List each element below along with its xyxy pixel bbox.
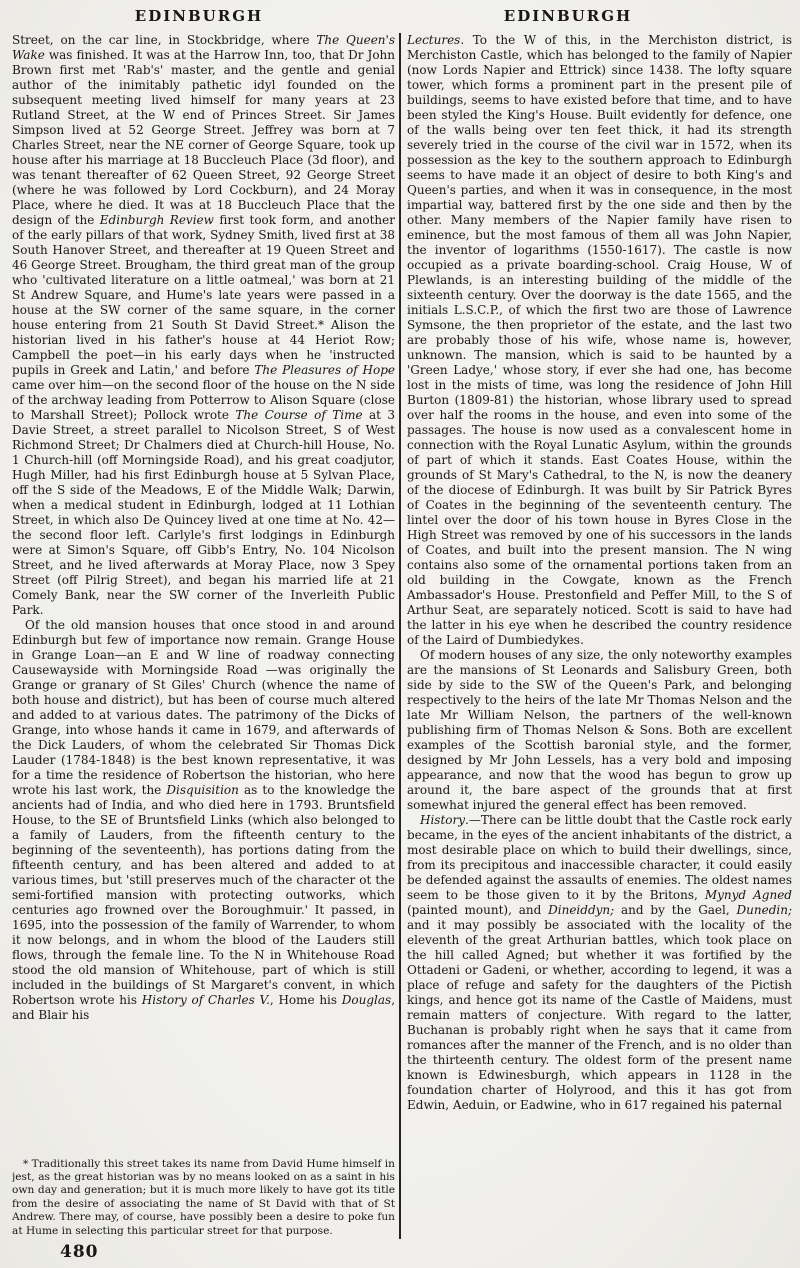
text-segment: as to the knowledge the ancients had of India, and who died here in 1793. Bruntsfield House, to the SE of Bruntsfield Links (which also belonged to a family of Lauders, from the fifteenth century to the beginning of the seventeenth), has portions dating from the fifteenth century, and has been altered and added to at various times, but 'still preserves much of the character ot the semi-fortified mansion with protecting outworks, which centuries ago frowned over the Boroughmuir.' It passed, in 1695, into the possession of the family of Warrender, to whom it now belongs, and in whom the blood of the Lauders still flows, through the female line. To the N in Whitehouse Road stood the old mansion of Whitehouse, part of which is still included in the buildings of St Margaret's convent, in which Robertson wrote his	[12, 783, 395, 1007]
page-number: 480	[60, 1242, 99, 1262]
text-segment: Mynyd Agned	[704, 888, 792, 902]
text-segment: Street, on the car line, in Stockbridge, where	[12, 33, 317, 47]
text-segment: Of modern houses of any size, the only noteworthy examples are the mansions of St Leonards and Salisbury Green, both side by side to the SW of the Queen's Park, and belonging respectively to the heirs of the late Mr Thomas Nelson and the late Mr William Nelson, the partners of the well-known publishing firm of Thomas Nelson & Sons. Both are excellent examples of the Scottish baronial style, and the former, designed by Mr John Lessels, has a very bold and imposing appearance, and now that the wood has begun to grow up around it, the bare aspect of the grounds that at first somewhat injured the general effect has been removed.	[407, 648, 792, 812]
text-segment: Dineiddyn;	[548, 903, 615, 917]
text-segment: Of the old mansion houses that once stood in and around Edinburgh but few of importance now remain. Grange House in Grange Loan—an E and W line of roadway connecting Causewayside with Morningside Road —was originally the Grange or granary of St Giles' Church (whence the name of both house and district), but has been of course much altered and added to at various dates. The patrimony of the Dicks of Grange, into whose hands it came in 1679, and afterwards of the Dick Lauders, of whom the celebrated Sir Thomas Dick Lauder (1784-1848) is the best known representative, it was for a time the residence of Robertson the historian, who here wrote his last work, the	[12, 618, 395, 797]
text-segment: Lectures	[407, 33, 461, 47]
paragraph	[12, 618, 395, 1023]
running-head-right: EDINBURGH	[503, 7, 633, 25]
text-segment: History of Charles V.	[141, 993, 270, 1007]
text-segment: .—There can be little doubt that the Castle rock early became, in the eyes of the ancient inhabitants of the district, a most desirable place on which to build their dwellings, since, from its precipitous and inaccessible character, it could easily be defended against the assaults of enemies. The oldest names seem to be those given to it by the Britons,	[407, 813, 792, 902]
left-column	[12, 33, 395, 1268]
text-segment: The Course of Time	[235, 408, 363, 422]
text-segment: came over him—on the second floor of the house on the N side of the archway leading from Potterrow to Alison Square (close to Marshall Street); Pollock wrote	[12, 378, 395, 422]
text-segment: at 3 Davie Street, a street parallel to Nicolson Street, S of West Richmond Street; Dr Chalmers died at Church-hill House, No. 1 Church-hill (off Morningside Road), and his great coadjutor, Hugh Miller, had his first Edinburgh house at 5 Sylvan Place, off the S side of the Meadows, E of the Middle Walk; Darwin, when a medical student in Edinburgh, lodged at 11 Lothian Street, in which also De Quincey lived at one time at No. 42—the second floor left. Carlyle's first lodgings in Edinburgh were at Simon's Square, off Gibb's Entry, No. 104 Nicolson Street, and he lived afterwards at Moray Place, now 3 Spey Street (off Pilrig Street), and began his married life at 21 Comely Bank, near the SW corner of the Inverleith Public Park.	[12, 408, 395, 617]
text-segment: . To the W of this, in the Merchiston district, is Merchiston Castle, which has belonged to the family of Napier (now Lords Napier and Ettrick) since 1438. The lofty square tower, which forms a prominent part in the present pile of buildings, seems to have existed before that time, and to have been styled the King's House. Built evidently for defence, one of the walls being over ten feet thick, it had its strength severely tried in the course of the civil war in 1572, when its possession as the key to the southern approach to Edinburgh seems to have made it an object of desire to both King's and Queen's parties, and when it was in consequence, in the most impartial way, battered first by the one side and then by the other. Many members of the Napier family have risen to eminence, but the most famous of them all was John Napier, the inventor of logarithms (1550-1617). The castle is now occupied as a private boarding-school. Craig House, W of Plewlands, is an interesting building of the middle of the sixteenth century. Over the doorway is the date 1565, and the initials L.S.C.P., of which the first two are those of Lawrence Symsone, the then proprietor of the estate, and the last two are probably those of his wife, whose name is, however, unknown. The mansion, which is said to be haunted by a 'Green Ladye,' whose story, if ever she had one, has become lost in the mists of time, was long the residence of John Hill Burton (1809-81) the historian, whose library used to spread over half the rooms in the house, and even into some of the passages. The house is now used as a convalescent home in connection with the Royal Lunatic Asylum, within the grounds of part of which it stands. East Coates House, within the grounds of St Mary's Cathedral, to the N, is now the deanery of the diocese of Edinburgh. It was built by Sir Patrick Byres of Coates in the beginning of the seventeenth century. The lintel over the door of his town house in Byres Close in the High Street was removed by one of his successors in the lands of Coates, and built into the present mansion. The N wing contains also some of the ornamental portions taken from an old building in the Cowgate, known as the French Ambassador's House. Prestonfield and Peffer Mill, to the S of Arthur Seat, are separately noticed. Scott is said to have had the latter in his eye when he described the country residence of the Laird of Dumbiedykes.	[407, 33, 792, 647]
paragraph	[407, 33, 792, 648]
text-segment: The Pleasures of Hope	[254, 363, 395, 377]
paragraph	[12, 1158, 395, 1238]
right-column	[407, 33, 792, 1268]
text-segment: Disquisition	[166, 783, 239, 797]
text-segment: , Home his	[269, 993, 342, 1007]
running-head-left: EDINBURGH	[134, 7, 264, 25]
footnote	[12, 1158, 395, 1238]
text-segment: * Traditionally this street takes its name from David Hume himself in jest, as the great historian was by no means looked on as a saint in his own day and generation; but it is much more likely to have got its title from the desire of associating the name of St David with that of St Andrew. There may, of course, have possibly been a desire to poke fun at Hume in selecting this particular street for that purpose.	[12, 1157, 395, 1237]
text-segment: and it may possibly be associated with the locality of the eleventh of the great Arthurian battles, which took place on the hill called Agned; but whether it was fortified by the Ottadeni or Gadeni, or whether, according to legend, it was a place of refuge and safety for the daughters of the Pictish kings, and hence got its name of the Castle of Maidens, must remain matters of conjecture. With regard to the latter, Buchanan is probably right when he says that it came from romances after the manner of the French, and is no older than the thirteenth century. The oldest form of the present name known is Edwinesburgh, which appears in 1128 in the foundation charter of Holyrood, and this it has got from Edwin, Aeduin, or Eadwine, who in 617 regained his paternal	[407, 918, 792, 1112]
paragraph	[407, 648, 792, 813]
text-segment: was finished. It was at the Harrow Inn, too, that Dr John Brown first met 'Rab's' master, and the gentle and genial author of the inimitably pathetic idyl founded on the subsequent meeting lived himself for many years at 23 Rutland Street, at the W end of Princes Street. Sir James Simpson lived at 52 George Street. Jeffrey was born at 7 Charles Street, near the NE corner of George Square, took up house after his marriage at 18 Buccleuch Place (3d floor), and was tenant thereafter of 62 Queen Street, 92 George Street (where he was followed by Lord Cockburn), and 24 Moray Place, where he died. It was at 18 Buccleuch Place that the design of the	[12, 48, 395, 227]
text-columns	[12, 33, 792, 1268]
text-segment: The Queen's Wake	[12, 33, 395, 62]
text-segment: (painted mount), and	[407, 903, 549, 917]
text-segment: Douglas	[341, 993, 392, 1007]
text-segment: and by the Gael,	[614, 903, 737, 917]
text-segment: History	[420, 813, 466, 827]
text-segment: first took form, and another of the early pillars of that work, Sydney Smith, lived first at 38 South Hanover Street, and thereafter at 19 Queen Street and 46 George Street. Brougham, the third great man of the group who 'cultivated literature on a little oatmeal,' was born at 21 St Andrew Square, and Hume's late years were passed in a house at the SW corner of the same square, in the corner house entering from 21 South St David Street.* Alison the historian lived in his father's house at 44 Heriot Row; Campbell the poet—in his early days when he 'instructed pupils in Greek and Latin,' and before	[12, 213, 395, 377]
text-segment: Dunedin;	[736, 903, 792, 917]
paragraph	[12, 33, 395, 618]
paragraph	[407, 813, 792, 1113]
left-column-body	[12, 33, 395, 1023]
text-segment: , and Blair his	[12, 993, 395, 1022]
text-segment: Edinburgh Review	[99, 213, 214, 227]
